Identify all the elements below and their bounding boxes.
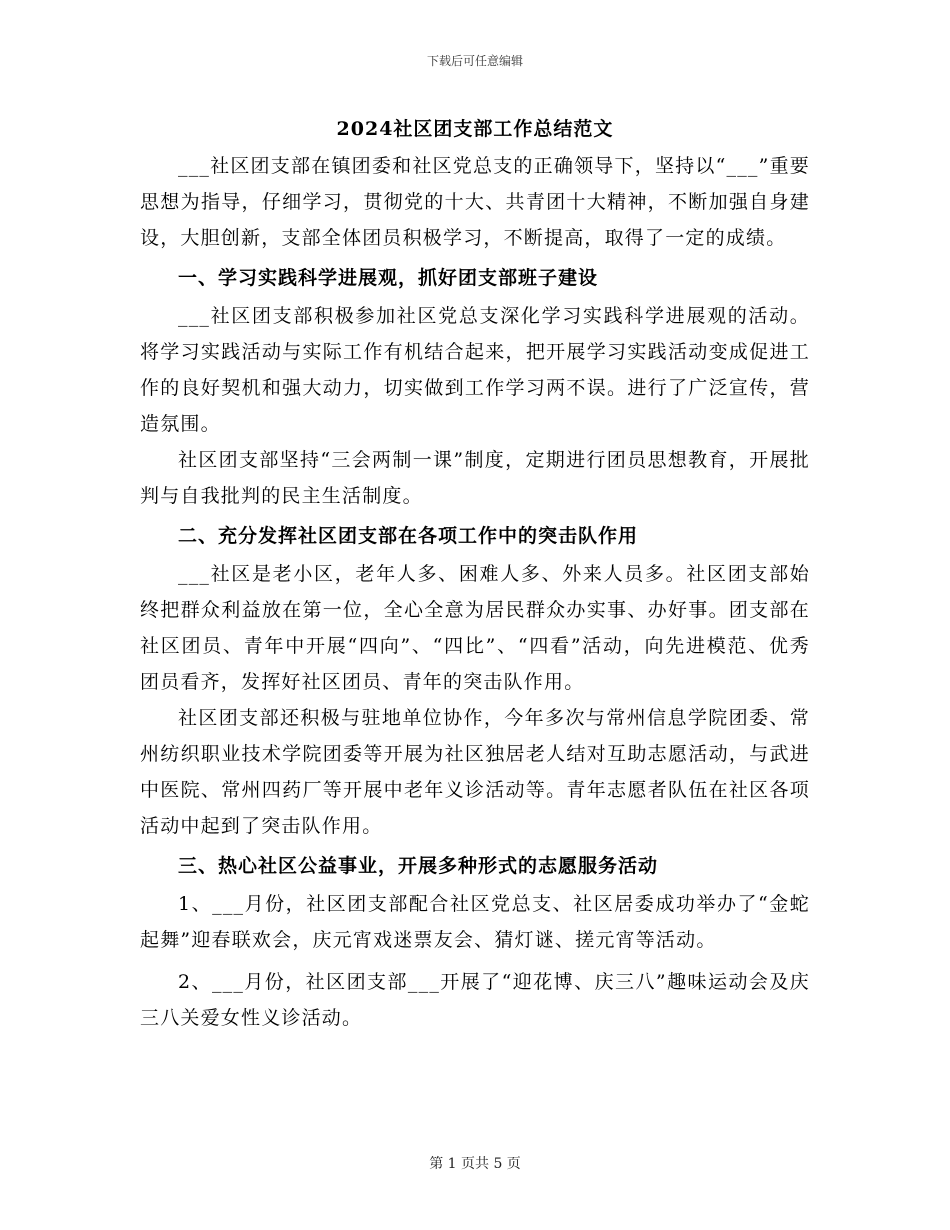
intro-paragraph: ___社区团支部在镇团委和社区党总支的正确领导下，坚持以“___”重要思想为指导，仔细学习，贯彻党的十大、共青团十大精神，不断加强自身建设，大胆创新，支部全体团员积极学习，不断提高，取得了一定的成绩。 [140, 155, 810, 249]
document-title: 2024社区团支部工作总结范文 [336, 118, 614, 140]
section-1-heading: 一、学习实践科学进展观，抓好团支部班子建设 [178, 267, 599, 289]
section-2-heading: 二、充分发挥社区团支部在各项工作中的突击队作用 [178, 525, 639, 547]
section-3-paragraph-2: 2、___月份，社区团支部___开展了“迎花博、庆三八”趣味运动会及庆三八关爱女性义诊活动。 [140, 971, 810, 1029]
page-header: 下载后可任意编辑 [426, 54, 523, 68]
section-2-paragraph-1: ___社区是老小区，老年人多、困难人多、外来人员多。社区团支部始终把群众利益放在第一位，全心全意为居民群众办实事、办好事。团支部在社区团员、青年中开展“四向”、“四比”、“四看”活动，向先进模范、优秀团员看齐，发挥好社区团员、青年的突击队作用。 [140, 563, 810, 693]
page-footer: 第 1 页共 5 页 [429, 1156, 521, 1172]
section-3-heading: 三、热心社区公益事业，开展多种形式的志愿服务活动 [178, 855, 659, 877]
section-2-paragraph-2: 社区团支部还积极与驻地单位协作，今年多次与常州信息学院团委、常州纺织职业技术学院团委等开展为社区独居老人结对互助志愿活动，与武进中医院、常州四药厂等开展中老年义诊活动等。青年志愿者队伍在社区各项活动中起到了突击队作用。 [140, 707, 810, 837]
section-3-paragraph-1: 1、___月份，社区团支部配合社区党总支、社区居委成功举办了“金蛇起舞”迎春联欢会，庆元宵戏迷票友会、猜灯谜、搓元宵等活动。 [140, 893, 810, 951]
document-body [140, 110, 810, 1036]
section-1-paragraph-2: 社区团支部坚持“三会两制一课”制度，定期进行团员思想教育，开展批判与自我批判的民主生活制度。 [140, 449, 810, 507]
section-1-paragraph-1: ___社区团支部积极参加社区党总支深化学习实践科学进展观的活动。将学习实践活动与实际工作有机结合起来，把开展学习实践活动变成促进工作的良好契机和强大动力，切实做到工作学习两不误。进行了广泛宣传，营造氛围。 [140, 305, 810, 435]
